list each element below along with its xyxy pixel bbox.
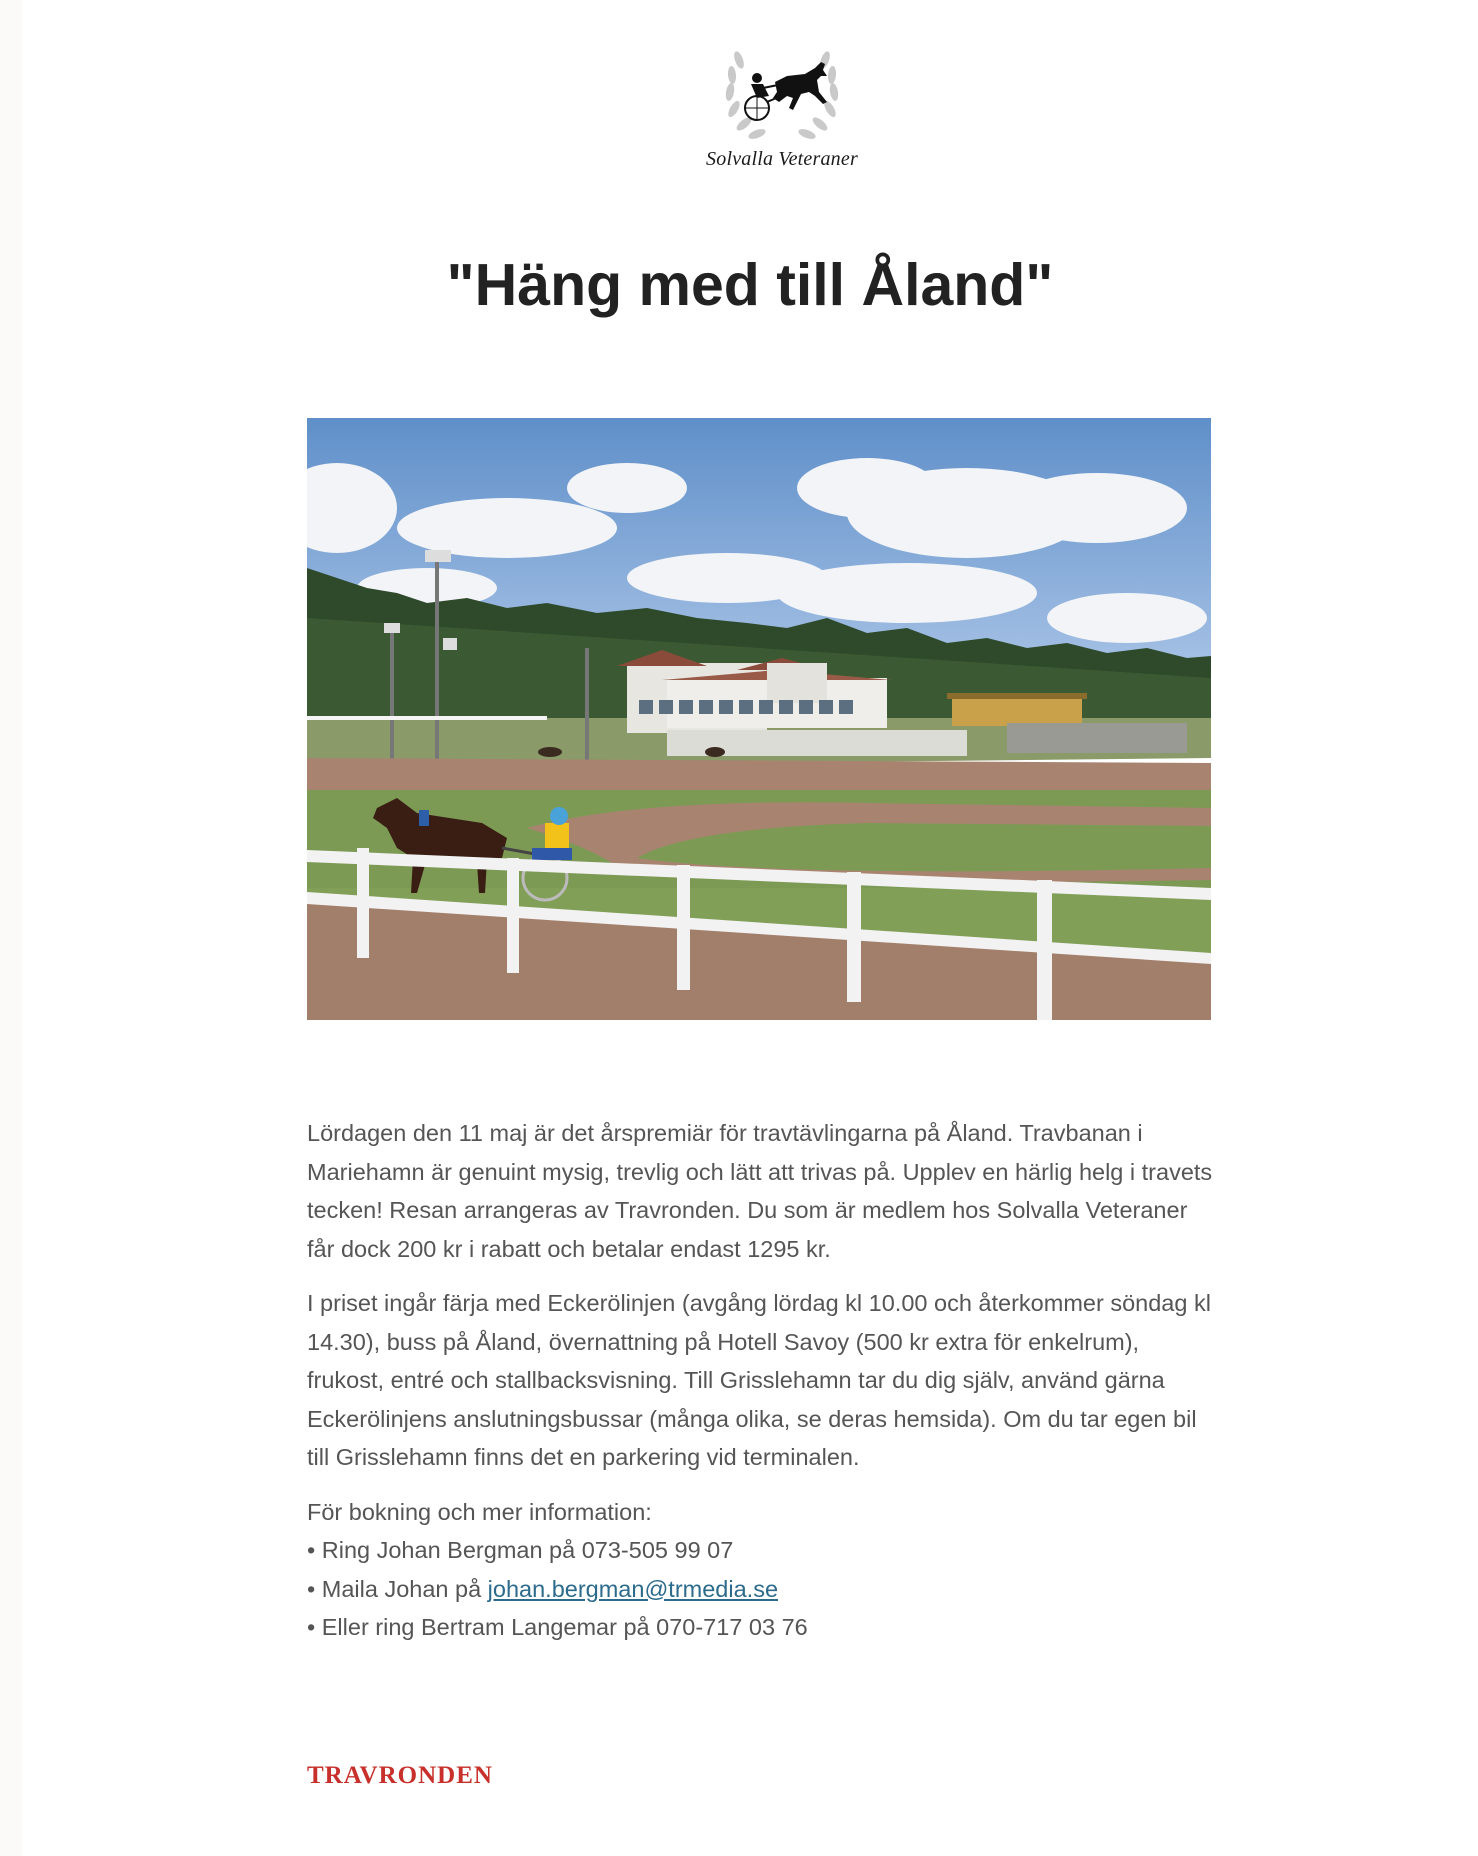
harness-racing-track-photo-icon xyxy=(307,418,1211,1020)
solvalla-veteraner-logo xyxy=(702,40,862,180)
travronden-logo[interactable]: TRAVRONDEN xyxy=(307,1762,493,1789)
trotting-horse-laurel-icon xyxy=(717,40,847,148)
contact-block xyxy=(307,1493,1217,1647)
contact-intro: För bokning och mer information: xyxy=(307,1498,652,1525)
email-page xyxy=(22,0,1478,1856)
contact-phone-johan: • Ring Johan Bergman på 073-505 99 07 xyxy=(307,1537,734,1563)
email-link[interactable]: johan.bergman@trmedia.se xyxy=(487,1575,779,1602)
logo-text: Solvalla Veteraner xyxy=(706,148,858,170)
price-details-paragraph: I priset ingår färja med Eckerölinjen (avgång lördag kl 10.00 och återkommer söndag kl 14.30), buss på Åland, övernattning på Hotell Savoy (500 kr extra för enkelrum), frukost, entré och stallbacksvisning. Till Grisslehamn tar du dig själv, använd gärna Eckerölinjens anslutningsbussar (många olika, se deras hemsida). Om du tar egen bil till Grisslehamn finns det en parkering vid terminalen. xyxy=(307,1290,1211,1470)
contact-phone-bertram: • Eller ring Bertram Langemar på 070-717 03 76 xyxy=(307,1614,808,1640)
contact-email-prefix: • Maila Johan på xyxy=(307,1575,488,1602)
hero-image xyxy=(307,418,1211,1020)
page-title: "Häng med till Åland" xyxy=(446,252,1054,318)
intro-paragraph: Lördagen den 11 maj är det årspremiär för travtävlingarna på Åland. Travbanan i Mariehamn är genuint mysig, trevlig och lätt att trivas på. Upplev en härlig helg i travets tecken! Resan arrangeras av Travronden. Du som är medlem hos Solvalla Veteraner får dock 200 kr i rabatt och betalar endast 1295 kr. xyxy=(307,1120,1213,1262)
contact-email-line xyxy=(307,1570,1217,1609)
email-body xyxy=(307,1114,1217,1663)
